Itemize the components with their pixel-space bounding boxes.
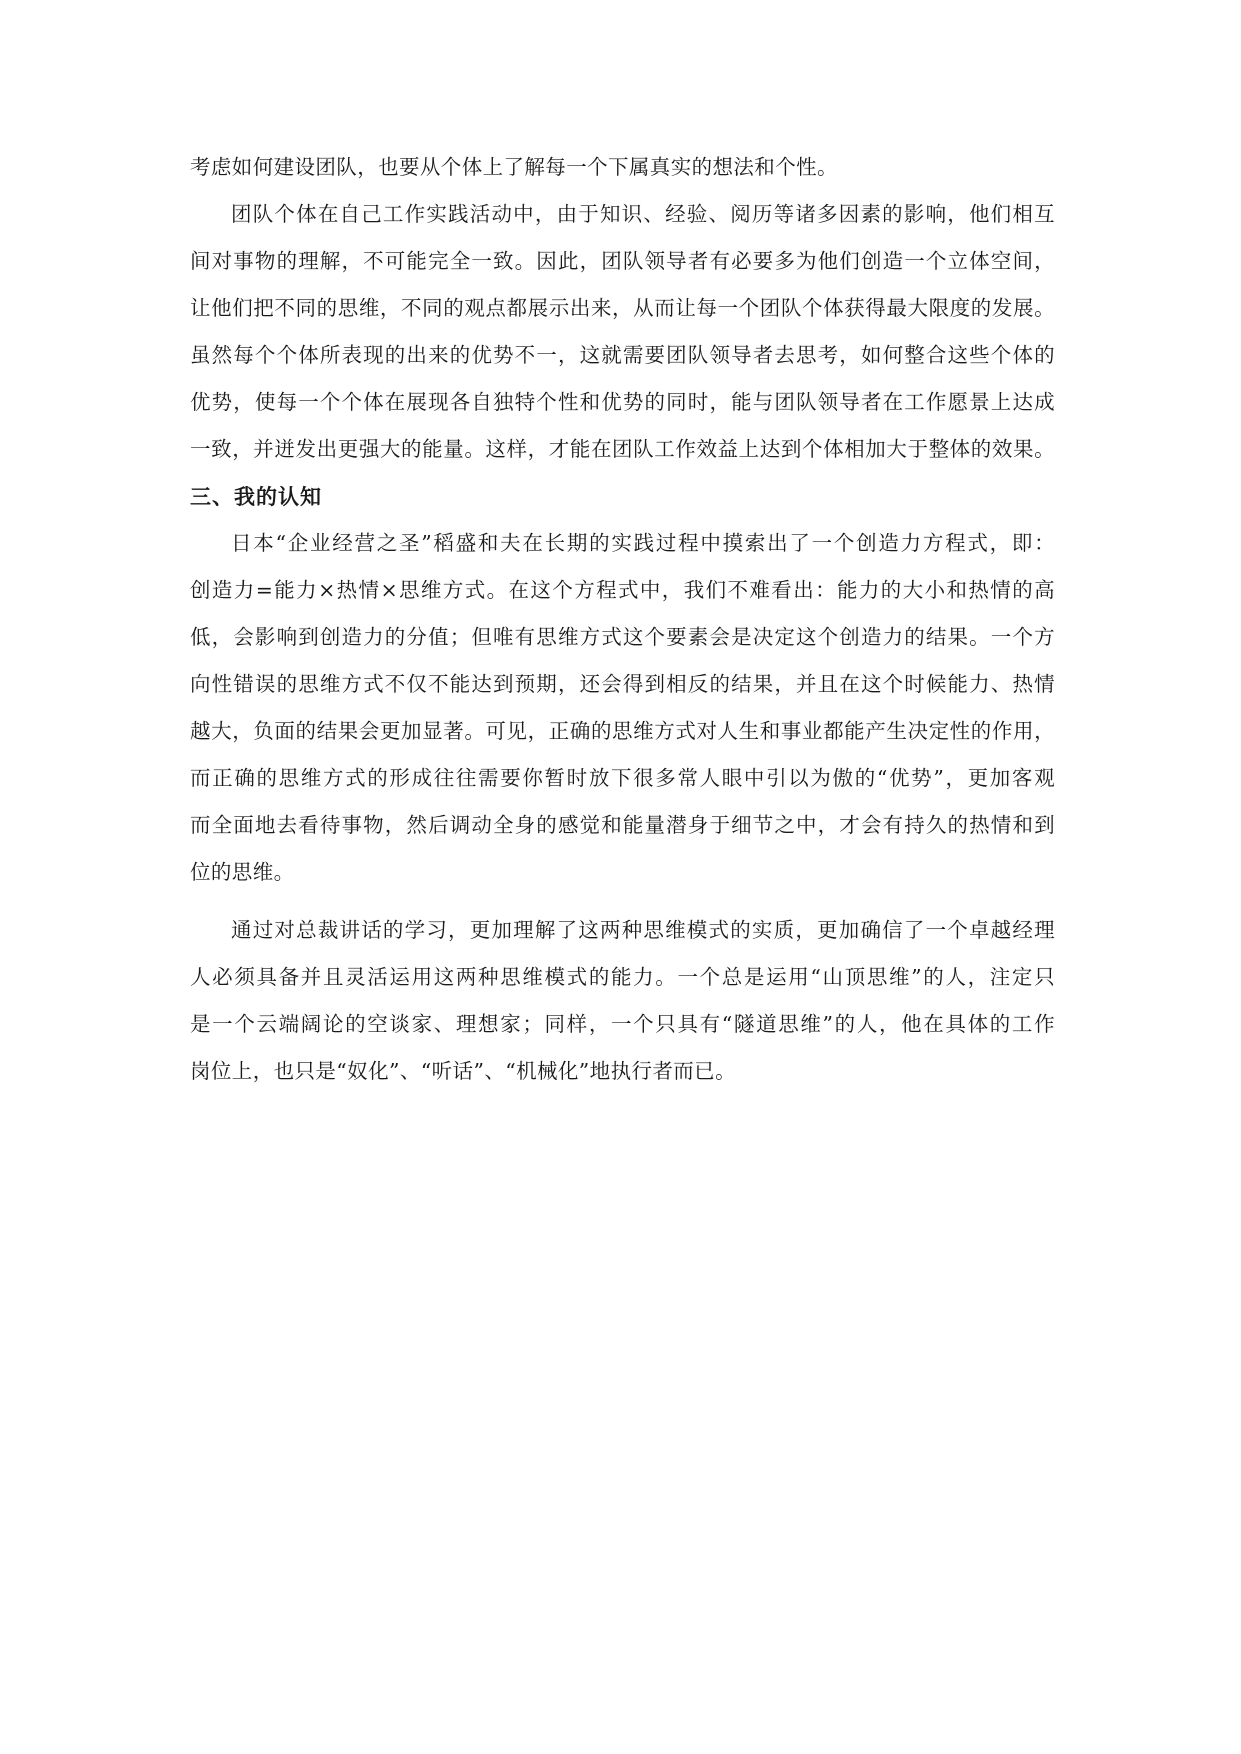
paragraph xyxy=(190,917,1055,1084)
text-line: 团队个体在自己工作实践活动中，由于知识、经验、阅历等诸多因素的影响，他们相互 xyxy=(231,202,1055,226)
text-line: 位的思维。 xyxy=(190,860,295,884)
document-body xyxy=(190,154,1055,1105)
text-line: 让他们把不同的思维，不同的观点都展示出来，从而让每一个团队个体获得最大限度的发展。 xyxy=(190,296,1055,320)
text-line: 虽然每个个体所表现的出来的优势不一，这就需要团队领导者去思考，如何整合这些个体的 xyxy=(190,343,1055,367)
text-line: 人必须具备并且灵活运用这两种思维模式的能力。一个总是运用“山顶思维”的人，注定只 xyxy=(190,965,1055,989)
text-line: 考虑如何建设团队，也要从个体上了解每一个下属真实的想法和个性。 xyxy=(190,155,838,179)
text-line: 岗位上，也只是“奴化”、“听话”、“机械化”地执行者而已。 xyxy=(190,1059,736,1083)
paragraph-spacer xyxy=(190,906,1055,917)
text-line: 通过对总裁讲话的学习，更加理解了这两种思维模式的实质，更加确信了一个卓越经理 xyxy=(231,918,1055,942)
text-line: 越大，负面的结果会更加显著。可见，正确的思维方式对人生和事业都能产生决定性的作用， xyxy=(190,719,1055,743)
section-heading: 三、我的认知 xyxy=(190,485,322,509)
text-line: 向性错误的思维方式不仅不能达到预期，还会得到相反的结果，并且在这个时候能力、热情 xyxy=(190,672,1055,696)
text-line: 日本“企业经营之圣”稻盛和夫在长期的实践过程中摸索出了一个创造力方程式，即： xyxy=(231,531,1055,555)
text-line: 而正确的思维方式的形成往往需要你暂时放下很多常人眼中引以为傲的“优势”，更加客观 xyxy=(190,766,1055,790)
text-line: 是一个云端阔论的空谈家、理想家；同样，一个只具有“隧道思维”的人，他在具体的工作 xyxy=(190,1012,1055,1036)
paragraph xyxy=(190,154,1055,180)
text-line: 而全面地去看待事物，然后调动全身的感觉和能量潜身于细节之中，才会有持久的热情和到 xyxy=(190,813,1055,837)
paragraph xyxy=(190,530,1055,885)
paragraph xyxy=(190,201,1055,462)
text-line: 优势，使每一个个体在展现各自独特个性和优势的同时，能与团队领导者在工作愿景上达成 xyxy=(190,390,1055,414)
text-line: 创造力=能力×热情×思维方式。在这个方程式中，我们不难看出：能力的大小和热情的高 xyxy=(190,578,1055,602)
text-line: 一致，并迸发出更强大的能量。这样，才能在团队工作效益上达到个体相加大于整体的效果。 xyxy=(190,437,1055,461)
text-line: 间对事物的理解，不可能完全一致。因此，团队领导者有必要多为他们创造一个立体空间， xyxy=(190,249,1055,273)
text-line: 低，会影响到创造力的分值；但唯有思维方式这个要素会是决定这个创造力的结果。一个方 xyxy=(190,625,1055,649)
